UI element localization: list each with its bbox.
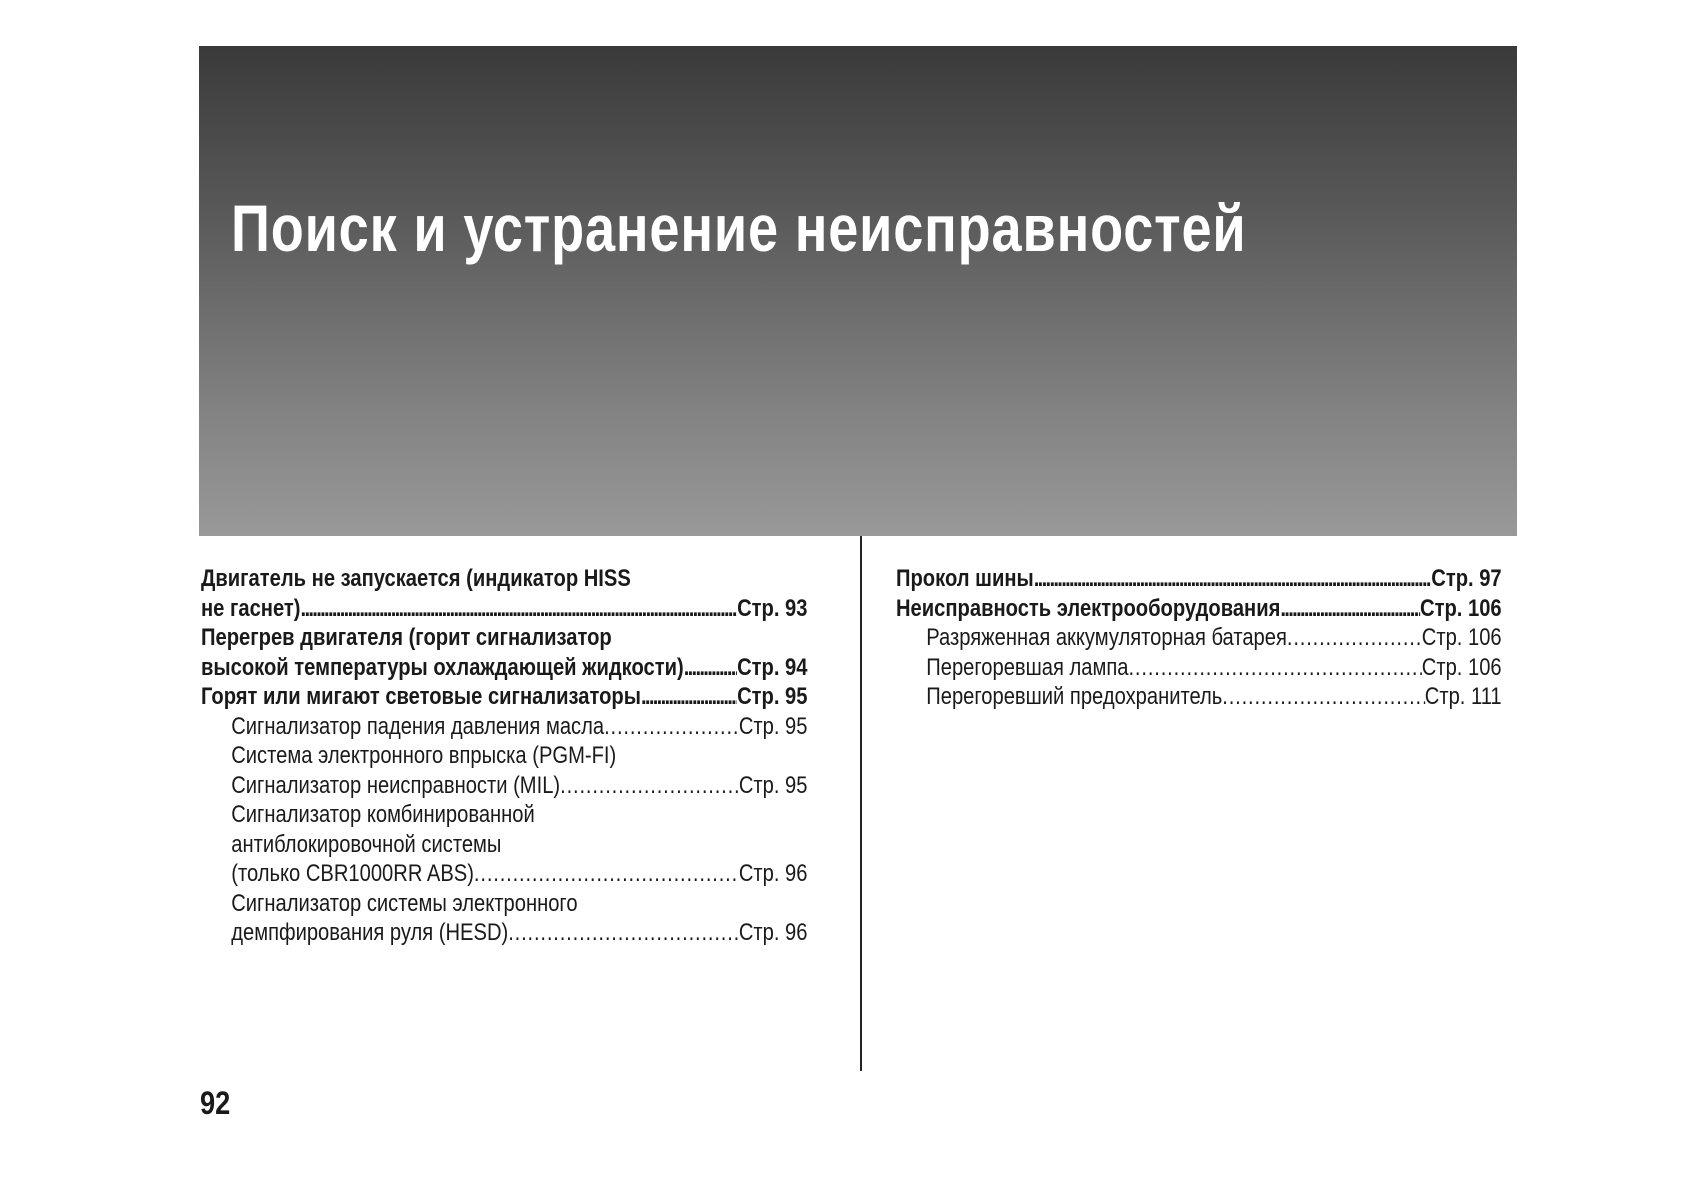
toc-entry-text: высокой температуры охлаждающей жидкости) [201, 653, 684, 681]
toc-entry[interactable] [201, 741, 807, 800]
toc-entry[interactable] [201, 800, 807, 889]
toc-entry-text: Сигнализатор комбинированной [231, 801, 535, 828]
dot-leader [1128, 653, 1421, 683]
toc-entry-text: Двигатель не запускается (индикатор HISS [201, 565, 631, 592]
toc-entry-row [201, 594, 807, 624]
toc-entry-text: Система электронного впрыска (PGM-FI) [231, 742, 617, 769]
dot-leader [560, 771, 739, 801]
toc-page-reference[interactable]: Стр. 95 [738, 771, 808, 799]
dot-leader [684, 653, 737, 683]
toc-entry-row [231, 712, 807, 742]
toc-entry-text: Прокол шины [896, 565, 1034, 592]
toc-page-reference[interactable]: Стр. 97 [1431, 565, 1502, 592]
toc-entry[interactable] [896, 564, 1502, 594]
toc-entry-row [926, 653, 1501, 683]
toc-page-reference[interactable]: Стр. 96 [738, 919, 808, 946]
dot-leader [474, 859, 739, 889]
toc-page-reference[interactable]: Стр. 106 [1421, 624, 1502, 651]
page-title: Поиск и устранение неисправностей [231, 191, 1247, 265]
column-divider [860, 536, 862, 1071]
toc-entry[interactable] [896, 623, 1502, 653]
toc-entry[interactable] [896, 653, 1502, 683]
toc-page-reference[interactable]: Стр. 94 [737, 653, 808, 681]
toc-entry-row [896, 594, 1502, 624]
toc-entry-row [926, 623, 1501, 653]
toc-entry-text: не гаснет) [201, 594, 301, 622]
toc-entry-text: Неисправность электрооборудования [896, 594, 1281, 622]
toc-entry[interactable] [201, 889, 807, 948]
toc-entry-text: Перегоревшая лампа [926, 653, 1129, 681]
toc-entry[interactable] [201, 712, 807, 742]
toc-entry-text: Перегоревший предохранитель [926, 683, 1223, 710]
dot-leader [1280, 594, 1420, 624]
dot-leader [301, 594, 738, 624]
section-header-banner [199, 46, 1517, 536]
toc-page-reference[interactable]: Стр. 93 [737, 594, 808, 622]
dot-leader [1287, 623, 1422, 653]
toc-entry-row [231, 918, 807, 948]
toc-entry-text: (только CBR1000RR ABS) [231, 860, 474, 887]
page-number: 92 [200, 1085, 231, 1121]
toc-entry[interactable] [201, 682, 807, 712]
toc-entry-row [231, 859, 807, 889]
toc-entry-text: Сигнализатор неисправности (MIL) [231, 771, 561, 799]
toc-entry-text: демпфирования руля (HESD) [231, 919, 509, 946]
toc-entry-text: Горят или мигают световые сигнализаторы [201, 683, 641, 710]
toc-entry-row [231, 771, 807, 801]
toc-entry-text: Сигнализатор падения давления масла [231, 712, 605, 740]
toc-entry[interactable] [896, 682, 1502, 712]
dot-leader [1222, 682, 1424, 712]
toc-entry[interactable] [201, 564, 807, 623]
toc-entry-text: Перегрев двигателя (горит сигнализатор [201, 624, 612, 651]
toc-entry-text: антиблокировочной системы [231, 830, 502, 858]
toc-page-reference[interactable]: Стр. 96 [738, 860, 808, 887]
toc-entry-row [926, 682, 1501, 712]
toc-entry-row [201, 682, 807, 712]
dot-leader [641, 682, 737, 712]
toc-entry[interactable] [201, 623, 807, 682]
toc-left-column [201, 564, 807, 948]
toc-page-reference[interactable]: Стр. 95 [737, 683, 808, 710]
toc-entry[interactable] [896, 594, 1502, 624]
toc-entry-row [896, 564, 1502, 594]
dot-leader [508, 918, 739, 948]
toc-page-reference[interactable]: Стр. 106 [1420, 594, 1502, 622]
toc-page-reference[interactable]: Стр. 95 [738, 712, 808, 740]
toc-entry-row [201, 653, 807, 683]
toc-entry-text: Сигнализатор системы электронного [231, 889, 578, 917]
dot-leader [604, 712, 739, 742]
toc-page-reference[interactable]: Стр. 106 [1421, 653, 1502, 681]
dot-leader [1034, 564, 1432, 594]
toc-right-column [896, 564, 1502, 712]
toc-page-reference[interactable]: Стр. 111 [1424, 683, 1502, 710]
toc-entry-text: Разряженная аккумуляторная батарея [926, 624, 1287, 651]
